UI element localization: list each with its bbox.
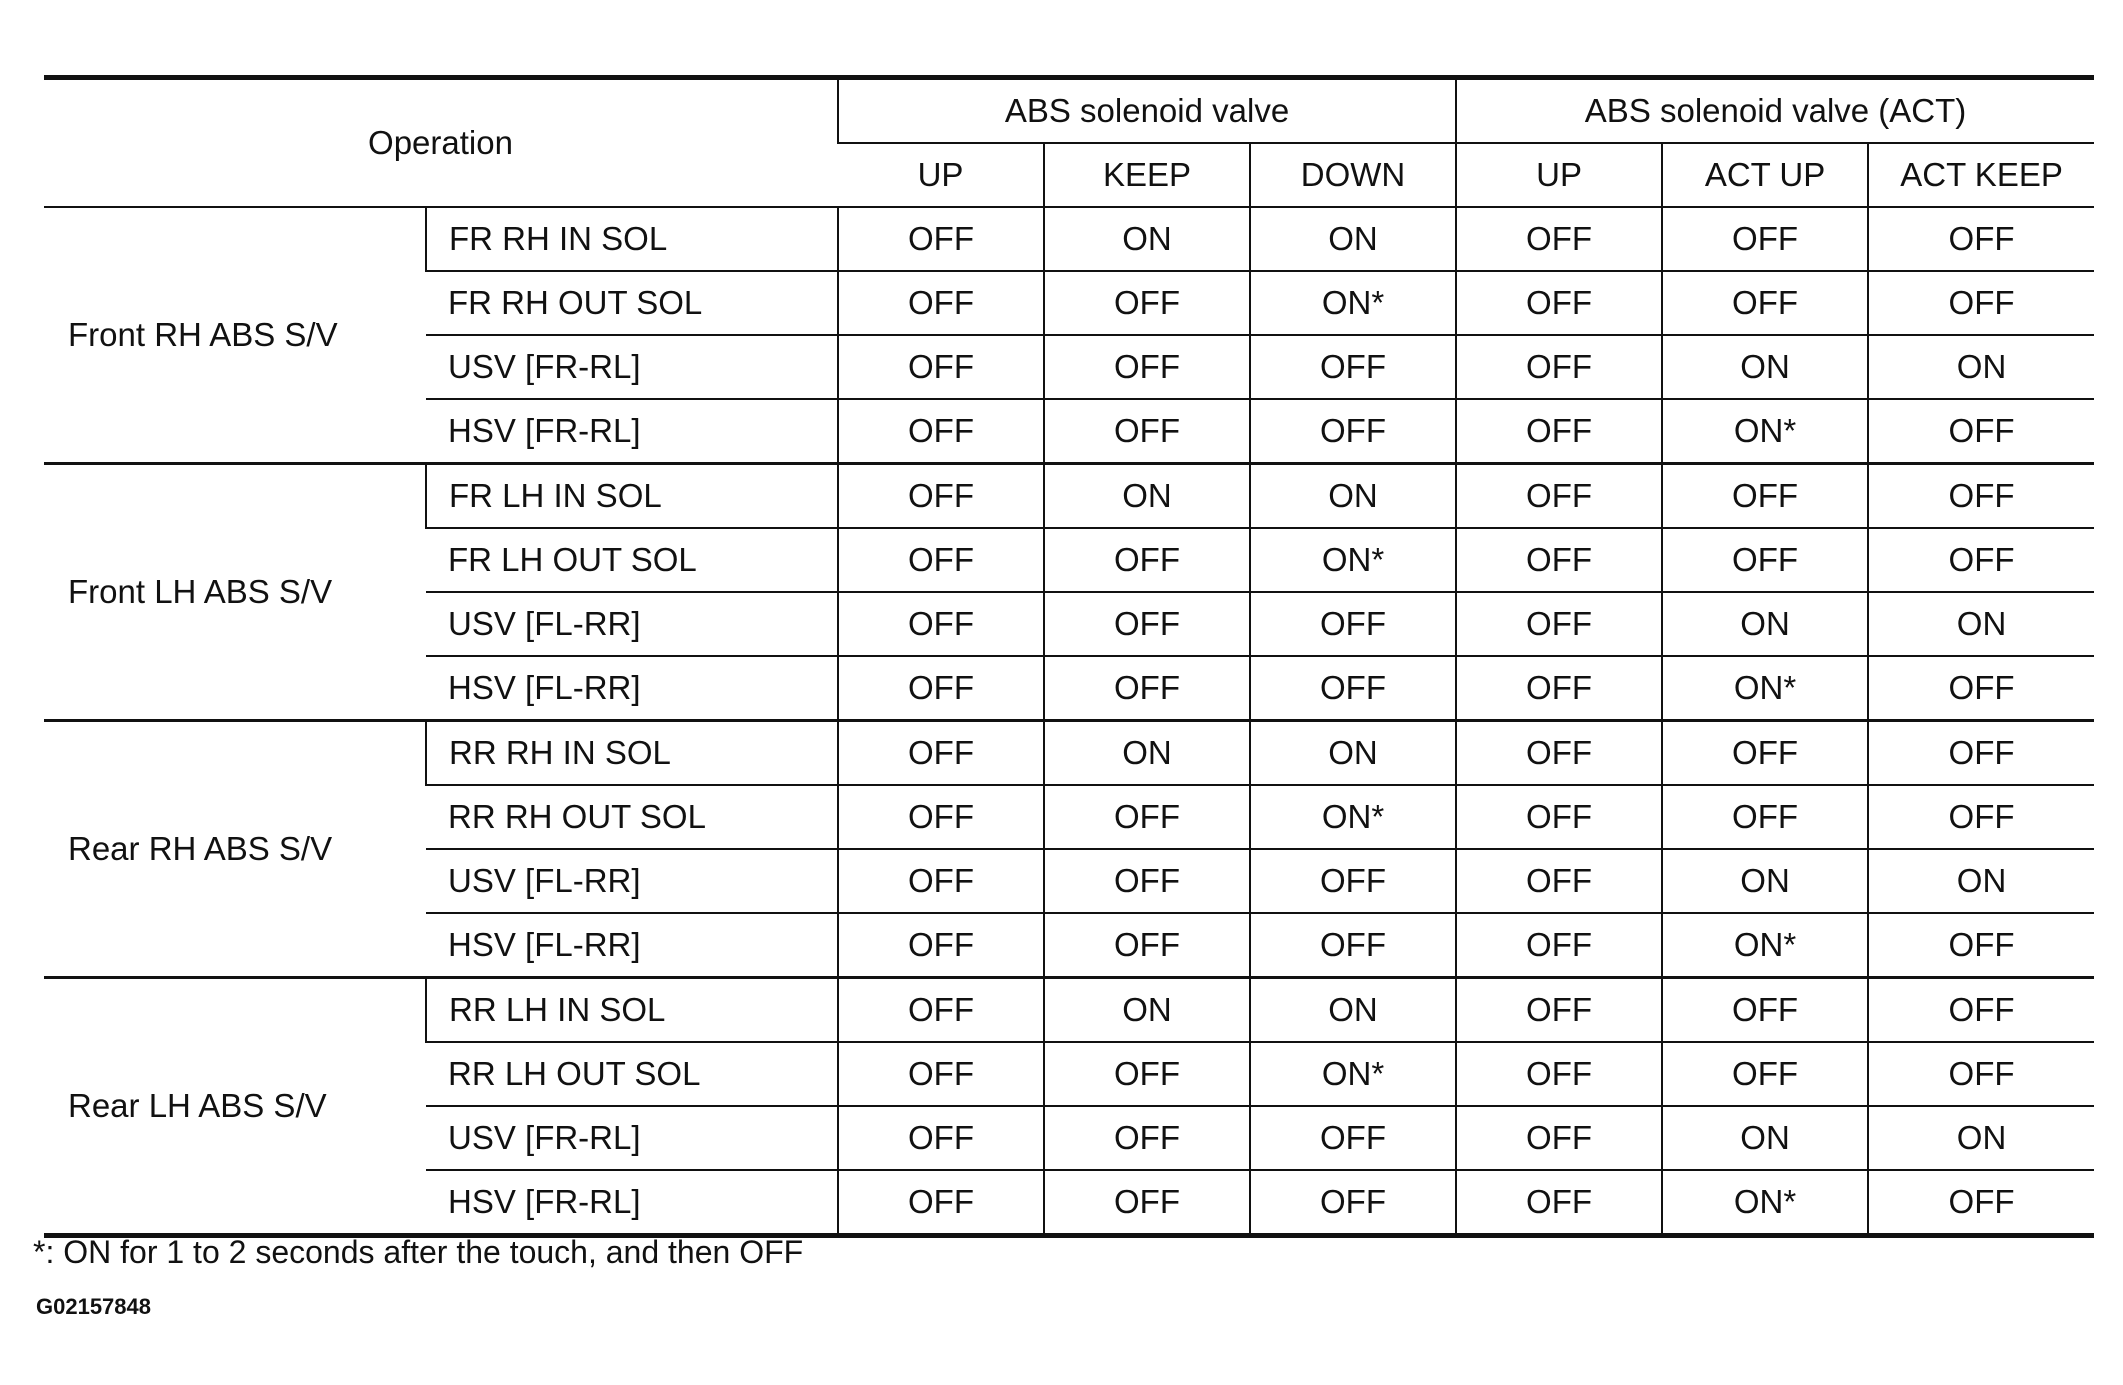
value-cell: OFF bbox=[1044, 399, 1250, 464]
group-label: Front RH ABS S/V bbox=[44, 207, 426, 464]
value-cell: OFF bbox=[838, 399, 1044, 464]
value-cell: OFF bbox=[1456, 1042, 1662, 1106]
value-cell: OFF bbox=[1456, 849, 1662, 913]
value-cell: OFF bbox=[1662, 785, 1868, 849]
valve-label: USV [FR-RL] bbox=[426, 335, 838, 399]
value-cell: OFF bbox=[1662, 721, 1868, 786]
valve-label: RR LH OUT SOL bbox=[426, 1042, 838, 1106]
value-cell: OFF bbox=[1044, 849, 1250, 913]
value-cell: OFF bbox=[838, 978, 1044, 1043]
value-cell: OFF bbox=[1044, 1170, 1250, 1236]
table-row bbox=[44, 464, 2094, 529]
column-header: ACT UP bbox=[1662, 143, 1868, 207]
table-header bbox=[44, 78, 2094, 208]
value-cell: OFF bbox=[1868, 1042, 2094, 1106]
value-cell: OFF bbox=[1250, 592, 1456, 656]
value-cell: OFF bbox=[1456, 721, 1662, 786]
value-cell: OFF bbox=[1456, 335, 1662, 399]
group-label: Rear LH ABS S/V bbox=[44, 978, 426, 1236]
value-cell: OFF bbox=[1250, 849, 1456, 913]
value-cell: OFF bbox=[1456, 656, 1662, 721]
value-cell: OFF bbox=[1662, 528, 1868, 592]
table-row bbox=[44, 207, 2094, 271]
value-cell: OFF bbox=[1868, 656, 2094, 721]
value-cell: OFF bbox=[1868, 913, 2094, 978]
value-cell: OFF bbox=[838, 464, 1044, 529]
value-cell: OFF bbox=[838, 849, 1044, 913]
value-cell: OFF bbox=[1868, 399, 2094, 464]
value-cell: OFF bbox=[1456, 592, 1662, 656]
table-row bbox=[44, 721, 2094, 786]
value-cell: ON* bbox=[1250, 271, 1456, 335]
value-cell: OFF bbox=[1456, 464, 1662, 529]
value-cell: OFF bbox=[1868, 528, 2094, 592]
value-cell: OFF bbox=[838, 271, 1044, 335]
value-cell: OFF bbox=[1868, 207, 2094, 271]
value-cell: OFF bbox=[1044, 335, 1250, 399]
value-cell: OFF bbox=[1456, 399, 1662, 464]
footnote: *: ON for 1 to 2 seconds after the touch, and then OFF bbox=[33, 1234, 804, 1270]
solenoid-operation-table bbox=[44, 75, 2094, 1238]
valve-label: FR RH IN SOL bbox=[426, 207, 838, 271]
value-cell: OFF bbox=[838, 1042, 1044, 1106]
value-cell: OFF bbox=[1456, 785, 1662, 849]
value-cell: ON bbox=[1250, 464, 1456, 529]
group-label: Rear RH ABS S/V bbox=[44, 721, 426, 978]
valve-label: FR LH OUT SOL bbox=[426, 528, 838, 592]
value-cell: ON bbox=[1868, 1106, 2094, 1170]
value-cell: OFF bbox=[838, 1170, 1044, 1236]
figure-code: G02157848 bbox=[36, 1294, 151, 1319]
value-cell: OFF bbox=[838, 335, 1044, 399]
valve-label: USV [FL-RR] bbox=[426, 849, 838, 913]
value-cell: OFF bbox=[1662, 271, 1868, 335]
value-cell: ON* bbox=[1250, 528, 1456, 592]
column-header: ACT KEEP bbox=[1868, 143, 2094, 207]
value-cell: ON* bbox=[1250, 1042, 1456, 1106]
value-cell: OFF bbox=[838, 528, 1044, 592]
column-header: UP bbox=[838, 143, 1044, 207]
header-operation: Operation bbox=[368, 124, 513, 161]
valve-label: USV [FR-RL] bbox=[426, 1106, 838, 1170]
value-cell: OFF bbox=[1044, 271, 1250, 335]
value-cell: OFF bbox=[1868, 1170, 2094, 1236]
value-cell: OFF bbox=[1868, 978, 2094, 1043]
table-row bbox=[44, 978, 2094, 1043]
value-cell: OFF bbox=[1044, 528, 1250, 592]
value-cell: OFF bbox=[1044, 1106, 1250, 1170]
valve-label: FR RH OUT SOL bbox=[426, 271, 838, 335]
value-cell: OFF bbox=[1662, 978, 1868, 1043]
value-cell: ON* bbox=[1662, 399, 1868, 464]
valve-label: USV [FL-RR] bbox=[426, 592, 838, 656]
column-header: DOWN bbox=[1250, 143, 1456, 207]
value-cell: ON bbox=[1250, 721, 1456, 786]
valve-label: HSV [FL-RR] bbox=[426, 913, 838, 978]
value-cell: ON bbox=[1868, 849, 2094, 913]
valve-label: RR RH IN SOL bbox=[426, 721, 838, 786]
value-cell: OFF bbox=[1250, 913, 1456, 978]
value-cell: OFF bbox=[838, 721, 1044, 786]
value-cell: ON bbox=[1662, 335, 1868, 399]
value-cell: OFF bbox=[1868, 271, 2094, 335]
value-cell: ON bbox=[1662, 592, 1868, 656]
value-cell: OFF bbox=[1456, 207, 1662, 271]
value-cell: ON* bbox=[1250, 785, 1456, 849]
value-cell: OFF bbox=[838, 785, 1044, 849]
value-cell: OFF bbox=[1044, 656, 1250, 721]
header-abs-solenoid-valve: ABS solenoid valve bbox=[838, 78, 1456, 144]
column-header: KEEP bbox=[1044, 143, 1250, 207]
value-cell: OFF bbox=[1250, 1170, 1456, 1236]
value-cell: ON* bbox=[1662, 1170, 1868, 1236]
column-header: UP bbox=[1456, 143, 1662, 207]
table-body bbox=[44, 207, 2094, 1236]
value-cell: OFF bbox=[1456, 913, 1662, 978]
value-cell: OFF bbox=[1044, 1042, 1250, 1106]
value-cell: OFF bbox=[1250, 335, 1456, 399]
value-cell: OFF bbox=[1250, 399, 1456, 464]
header-abs-solenoid-valve-act: ABS solenoid valve (ACT) bbox=[1456, 78, 2094, 144]
value-cell: ON bbox=[1868, 335, 2094, 399]
value-cell: ON bbox=[1250, 978, 1456, 1043]
group-label: Front LH ABS S/V bbox=[44, 464, 426, 721]
value-cell: OFF bbox=[1868, 785, 2094, 849]
value-cell: OFF bbox=[838, 656, 1044, 721]
valve-label: HSV [FR-RL] bbox=[426, 399, 838, 464]
value-cell: OFF bbox=[838, 1106, 1044, 1170]
value-cell: OFF bbox=[1250, 1106, 1456, 1170]
value-cell: OFF bbox=[838, 207, 1044, 271]
value-cell: ON bbox=[1868, 592, 2094, 656]
value-cell: OFF bbox=[838, 913, 1044, 978]
valve-label: RR RH OUT SOL bbox=[426, 785, 838, 849]
value-cell: OFF bbox=[1662, 1042, 1868, 1106]
valve-label: FR LH IN SOL bbox=[426, 464, 838, 529]
value-cell: ON bbox=[1662, 1106, 1868, 1170]
valve-label: RR LH IN SOL bbox=[426, 978, 838, 1043]
value-cell: OFF bbox=[1044, 913, 1250, 978]
value-cell: OFF bbox=[1868, 721, 2094, 786]
value-cell: OFF bbox=[1456, 1170, 1662, 1236]
value-cell: ON bbox=[1250, 207, 1456, 271]
value-cell: OFF bbox=[1044, 785, 1250, 849]
value-cell: OFF bbox=[1044, 592, 1250, 656]
value-cell: OFF bbox=[1250, 656, 1456, 721]
value-cell: OFF bbox=[1456, 271, 1662, 335]
value-cell: ON bbox=[1044, 978, 1250, 1043]
value-cell: ON bbox=[1044, 207, 1250, 271]
value-cell: ON* bbox=[1662, 656, 1868, 721]
value-cell: ON bbox=[1662, 849, 1868, 913]
value-cell: OFF bbox=[1868, 464, 2094, 529]
valve-label: HSV [FR-RL] bbox=[426, 1170, 838, 1236]
value-cell: OFF bbox=[838, 592, 1044, 656]
value-cell: OFF bbox=[1456, 978, 1662, 1043]
valve-label: HSV [FL-RR] bbox=[426, 656, 838, 721]
value-cell: ON bbox=[1044, 721, 1250, 786]
value-cell: OFF bbox=[1456, 1106, 1662, 1170]
header-row-top bbox=[44, 78, 2094, 144]
value-cell: OFF bbox=[1456, 528, 1662, 592]
value-cell: OFF bbox=[1662, 464, 1868, 529]
value-cell: ON* bbox=[1662, 913, 1868, 978]
value-cell: ON bbox=[1044, 464, 1250, 529]
value-cell: OFF bbox=[1662, 207, 1868, 271]
